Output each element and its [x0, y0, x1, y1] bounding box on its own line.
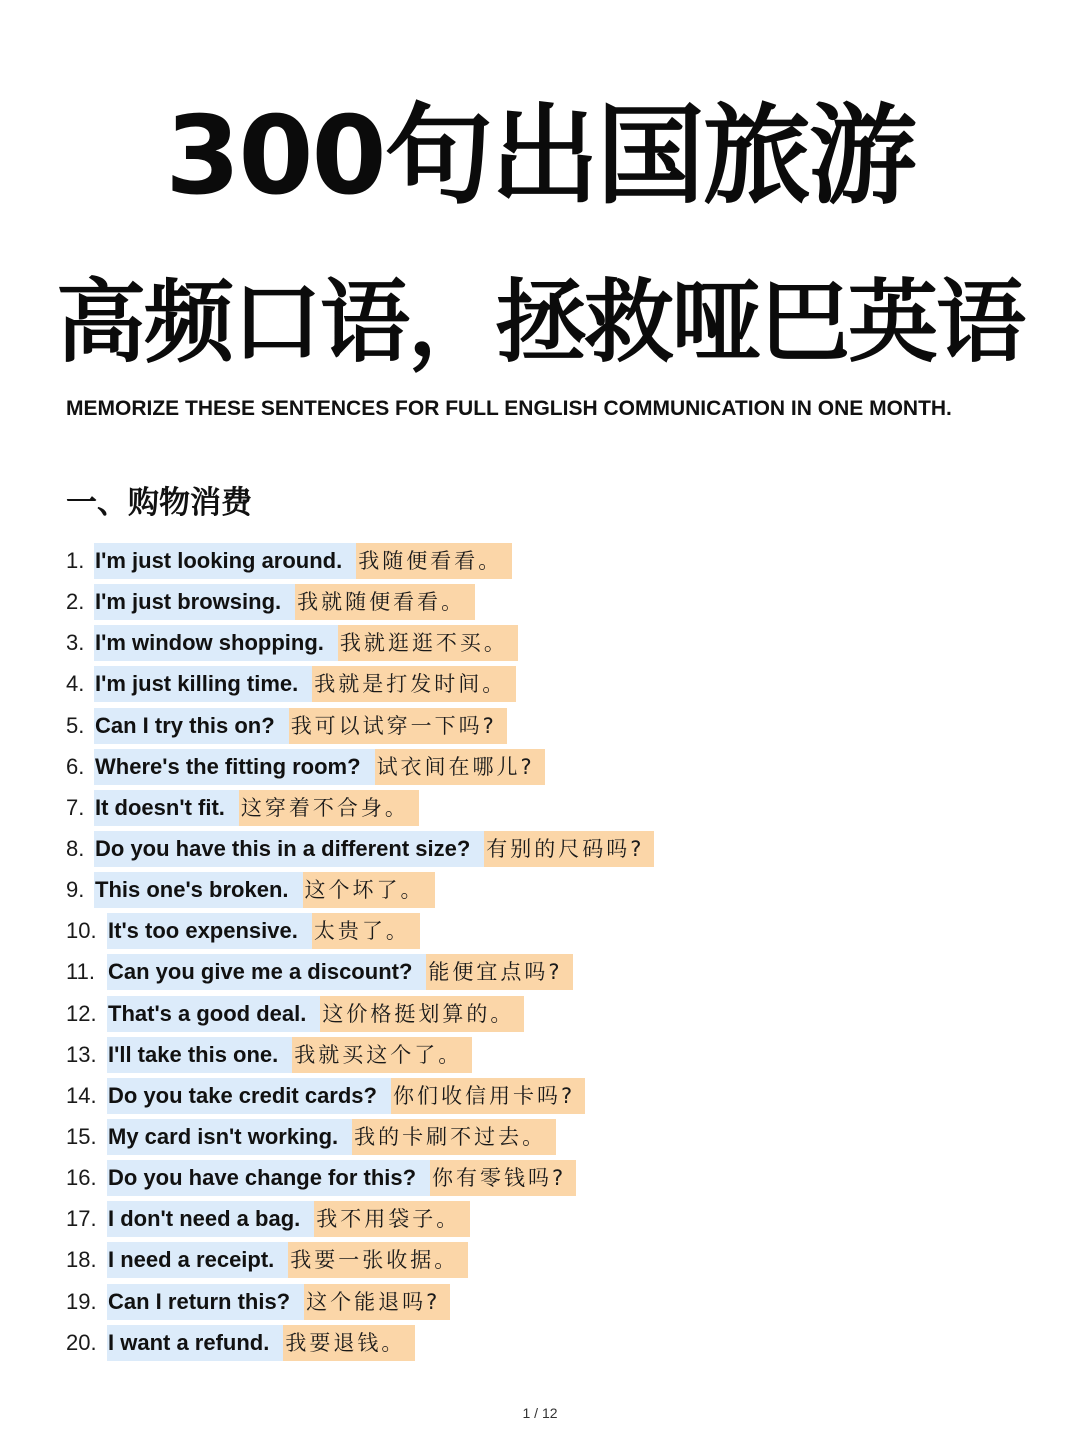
title-line-1: 300句出国旅游: [165, 94, 915, 219]
phrase-number: 3.: [66, 630, 85, 656]
phrase-pair: [107, 1242, 468, 1278]
chinese-translation: 我就买这个了。: [292, 1037, 472, 1073]
chinese-translation: 这价格挺划算的。: [320, 996, 524, 1032]
phrase-row: [66, 749, 1046, 790]
phrase-row: [66, 872, 1046, 913]
english-phrase: Can I try this on?: [94, 708, 289, 744]
phrase-pair: [107, 1119, 556, 1155]
chinese-translation: 你们收信用卡吗?: [391, 1078, 585, 1114]
chinese-translation: 有别的尺码吗?: [484, 831, 654, 867]
phrase-pair: [94, 831, 654, 867]
phrase-pair: [107, 1037, 472, 1073]
page-number: 1 / 12: [522, 1405, 558, 1421]
chinese-translation: 这个坏了。: [303, 872, 435, 908]
chinese-translation: 我要一张收据。: [288, 1242, 468, 1278]
phrase-row: [66, 790, 1046, 831]
phrase-number: 5.: [66, 712, 85, 738]
phrase-row: [66, 625, 1046, 666]
english-phrase: Do you take credit cards?: [107, 1078, 391, 1114]
phrase-row: [66, 996, 1046, 1037]
phrase-pair: [107, 1201, 470, 1237]
english-phrase: This one's broken.: [94, 872, 303, 908]
chinese-translation: 你有零钱吗?: [430, 1160, 576, 1196]
phrase-row: [66, 543, 1046, 584]
phrase-row: [66, 1078, 1046, 1119]
english-phrase: It doesn't fit.: [94, 790, 239, 826]
english-phrase: I'm just looking around.: [94, 543, 356, 579]
phrase-number: 14.: [66, 1082, 97, 1108]
phrase-number: 19.: [66, 1288, 97, 1314]
phrase-pair: [94, 625, 518, 661]
phrase-row: [66, 913, 1046, 954]
chinese-translation: 我就是打发时间。: [312, 666, 516, 702]
english-phrase: Can I return this?: [107, 1284, 304, 1320]
english-phrase: I want a refund.: [107, 1325, 283, 1361]
english-phrase: I'm just browsing.: [94, 584, 295, 620]
phrase-pair: [107, 996, 524, 1032]
phrase-number: 17.: [66, 1206, 97, 1232]
english-phrase: Can you give me a discount?: [107, 954, 426, 990]
phrase-pair: [94, 543, 512, 579]
english-phrase: I'm just killing time.: [94, 666, 312, 702]
english-phrase: I'll take this one.: [107, 1037, 292, 1073]
chinese-translation: 我可以试穿一下吗?: [289, 708, 507, 744]
phrase-pair: [107, 1284, 450, 1320]
phrase-number: 1.: [66, 548, 85, 573]
phrase-pair: [107, 1160, 576, 1196]
phrase-number: 18.: [66, 1247, 97, 1273]
phrase-number: 12.: [66, 1000, 97, 1026]
phrase-number: 2.: [66, 589, 85, 615]
chinese-translation: 试衣间在哪儿?: [375, 749, 545, 785]
chinese-translation: 能便宜点吗?: [426, 954, 572, 990]
phrase-number: 20.: [66, 1329, 97, 1355]
phrase-row: [66, 1119, 1046, 1160]
phrase-number: 15.: [66, 1123, 97, 1149]
phrase-number: 9.: [66, 877, 85, 903]
phrase-row: [66, 1201, 1046, 1242]
chinese-translation: 这穿着不合身。: [239, 790, 419, 826]
chinese-translation: 我要退钱。: [283, 1325, 415, 1361]
english-phrase: I need a receipt.: [107, 1242, 288, 1278]
phrase-number: 16.: [66, 1165, 97, 1191]
phrase-number: 7.: [66, 794, 85, 820]
phrase-number: 8.: [66, 835, 85, 861]
phrase-pair: [107, 1325, 415, 1361]
english-phrase: I don't need a bag.: [107, 1201, 314, 1237]
phrase-pair: [94, 666, 516, 702]
chinese-translation: 我不用袋子。: [314, 1201, 470, 1237]
phrase-pair: [94, 790, 419, 826]
phrase-row: [66, 584, 1046, 625]
phrase-row: [66, 1284, 1046, 1325]
title-line-2: 高频口语，拯救哑巴英语: [56, 270, 1024, 375]
phrase-row: [66, 954, 1046, 995]
english-phrase: It's too expensive.: [107, 913, 312, 949]
chinese-translation: 我就逛逛不买。: [338, 625, 518, 661]
phrase-row: [66, 1160, 1046, 1201]
english-phrase: Do you have change for this?: [107, 1160, 430, 1196]
english-phrase: Do you have this in a different size?: [94, 831, 484, 867]
chinese-translation: 这个能退吗?: [304, 1284, 450, 1320]
subtitle: MEMORIZE THESE SENTENCES FOR FULL ENGLISH COMMUNICATION IN ONE MONTH.: [66, 397, 952, 420]
phrase-number: 4.: [66, 671, 85, 697]
chinese-translation: 太贵了。: [312, 913, 420, 949]
phrase-pair: [94, 584, 475, 620]
english-phrase: Where's the fitting room?: [94, 749, 375, 785]
phrase-list: [66, 543, 1046, 1366]
phrase-row: [66, 831, 1046, 872]
english-phrase: That's a good deal.: [107, 996, 320, 1032]
phrase-number: 10.: [66, 918, 97, 944]
chinese-translation: 我就随便看看。: [295, 584, 475, 620]
phrase-pair: [94, 708, 507, 744]
phrase-pair: [107, 913, 420, 949]
phrase-number: 6.: [66, 753, 85, 779]
chinese-translation: 我的卡刷不过去。: [352, 1119, 556, 1155]
english-phrase: I'm window shopping.: [94, 625, 338, 661]
section-heading: 一、购物消费: [66, 485, 252, 521]
phrase-row: [66, 1325, 1046, 1366]
phrase-row: [66, 1242, 1046, 1283]
phrase-row: [66, 666, 1046, 707]
phrase-number: 11.: [66, 959, 95, 985]
phrase-row: [66, 708, 1046, 749]
phrase-pair: [107, 1078, 585, 1114]
chinese-translation: 我随便看看。: [356, 543, 512, 579]
phrase-pair: [94, 872, 435, 908]
phrase-pair: [107, 954, 573, 990]
phrase-pair: [94, 749, 545, 785]
phrase-row: [66, 1037, 1046, 1078]
english-phrase: My card isn't working.: [107, 1119, 352, 1155]
phrase-number: 13.: [66, 1041, 97, 1067]
